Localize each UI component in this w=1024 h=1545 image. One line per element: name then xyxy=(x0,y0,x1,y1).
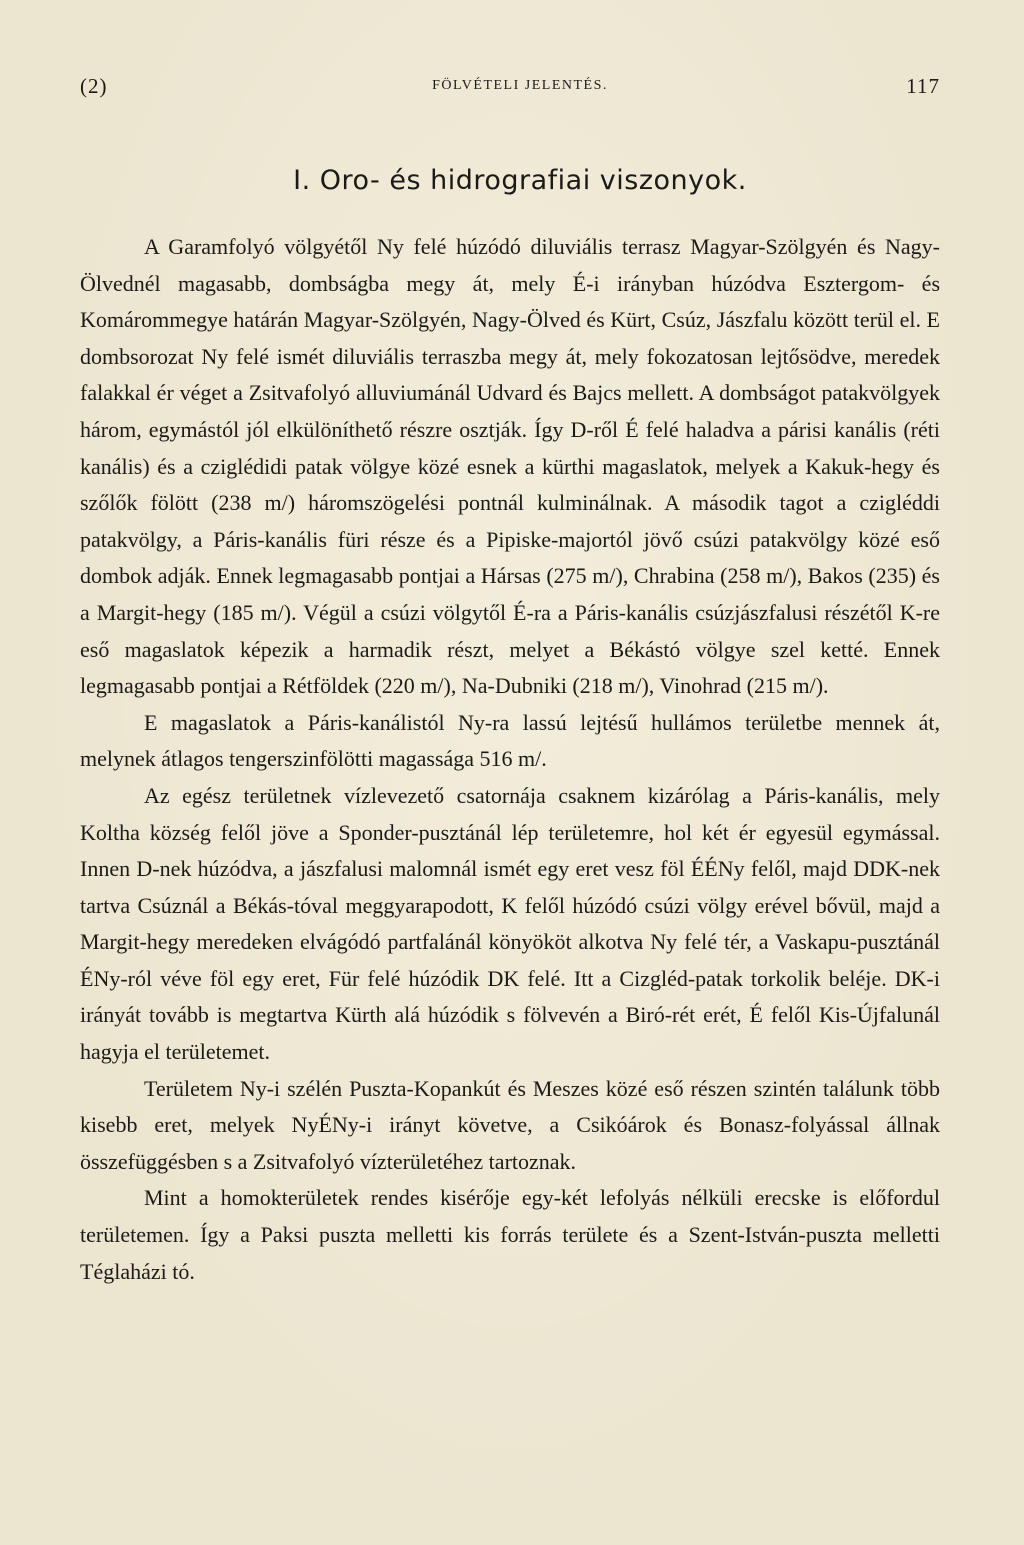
page-reference: (2) xyxy=(80,74,108,98)
paragraph-drainage: Az egész területnek vízlevezető csatornája csaknem kizárólag a Páris-kanális, mely Koltha község felől jöve a Sponder-pusztánál lép területemre, hol két ér egyesül egymással. Innen D-nek húzódva, a jászfalusi malomnál ismét egy eret vesz föl ÉÉNy felől, majd DDK-nek tartva Csúznál a Békás-tóval meggyarapodott, K felől húzódó csúzi völgy erével bővül, majd a Margit-hegy meredeken elvágódó partfalánál könyököt alkotva Ny felé tér, a Vaskapu-pusztánál ÉNy-ról véve föl egy eret, Für felé húzódik DK felé. Itt a Cizgléd-patak torkolik beléje. DK-i irányát tovább is megtartva Kürth alá húzódik s fölvevén a Biró-rét erét, É felől Kis-Újfalunál hagyja el területemet. xyxy=(80,782,940,1065)
running-title: FÖLVÉTELI JELENTÉS. xyxy=(432,78,608,93)
body-text xyxy=(80,229,940,1290)
paragraph-orography: A Garamfolyó völgyétől Ny felé húzódó diluviális terrasz Magyar-Szölgyén és Nagy-Ölvednél magasabb, dombságba megy át, mely É-i irányban húzódva Esztergom- és Komárommegye határán Magyar-Szölgyén, Nagy-Ölved és Kürt, Csúz, Jászfalu között terül el. E dombsorozat Ny felé ismét diluviális terraszba megy át, mely fokozatosan lejtősödve, meredek falakkal ér véget a Zsitvafolyó alluviumánál Udvard és Bajcs mellett. A dombságot patakvölgyek három, egymástól jól elkülöníthető részre osztják. Így D-ről É felé haladva a párisi kanális (réti kanális) és a cziglédidi patak völgye közé esnek a kürthi magaslatok, melyek a Kakuk-hegy és szőlők fölött (238 m/) háromszögelési pontnál kulminálnak. A második tagot a czigléddi patakvölgy, a Páris-kanális füri része és a Pipiske-majortól jövő csúzi patakvölgy közé eső dombok adják. Ennek legmagasabb pontjai a Hársas (275 m/), Chrabina (258 m/), Bakos (235) és a Margit-hegy (185 m/). Végül a csúzi völgytől É-ra a Páris-kanális csúzjászfalusi részétől K-re eső magaslatok képezik a harmadik részt, melyet a Békástó völgye szel ketté. Ennek legmagasabb pontjai a Rétföldek (220 m/), Na-Dubniki (218 m/), Vinohrad (215 m/). xyxy=(80,234,940,699)
running-header xyxy=(80,74,940,100)
page-number: 117 xyxy=(906,74,940,98)
section-title: I. Oro- és hidrografiai viszonyok. xyxy=(293,165,747,196)
paragraph-elevation: E magaslatok a Páris-kanálistól Ny-ra lassú lejtésű hullámos területbe mennek át, melynek átlagos tengerszinfölötti magassága 516 m/. xyxy=(80,709,940,772)
paragraph-western-streams: Területem Ny-i szélén Puszta-Kopankút és Meszes közé eső részen szintén találunk több kisebb eret, melyek NyÉNy-i irányt követve, a Csikóárok és Bonasz-folyással állnak összefüggésben s a Zsitvafolyó vízterületéhez tartoznak. xyxy=(80,1075,940,1174)
paragraph-springs: Mint a homokterületek rendes kisérője egy-két lefolyás nélküli erecske is előfordul területemen. Így a Paksi puszta melletti kis forrás területe és a Szent-István-puszta melletti Téglaházi tó. xyxy=(80,1185,940,1284)
